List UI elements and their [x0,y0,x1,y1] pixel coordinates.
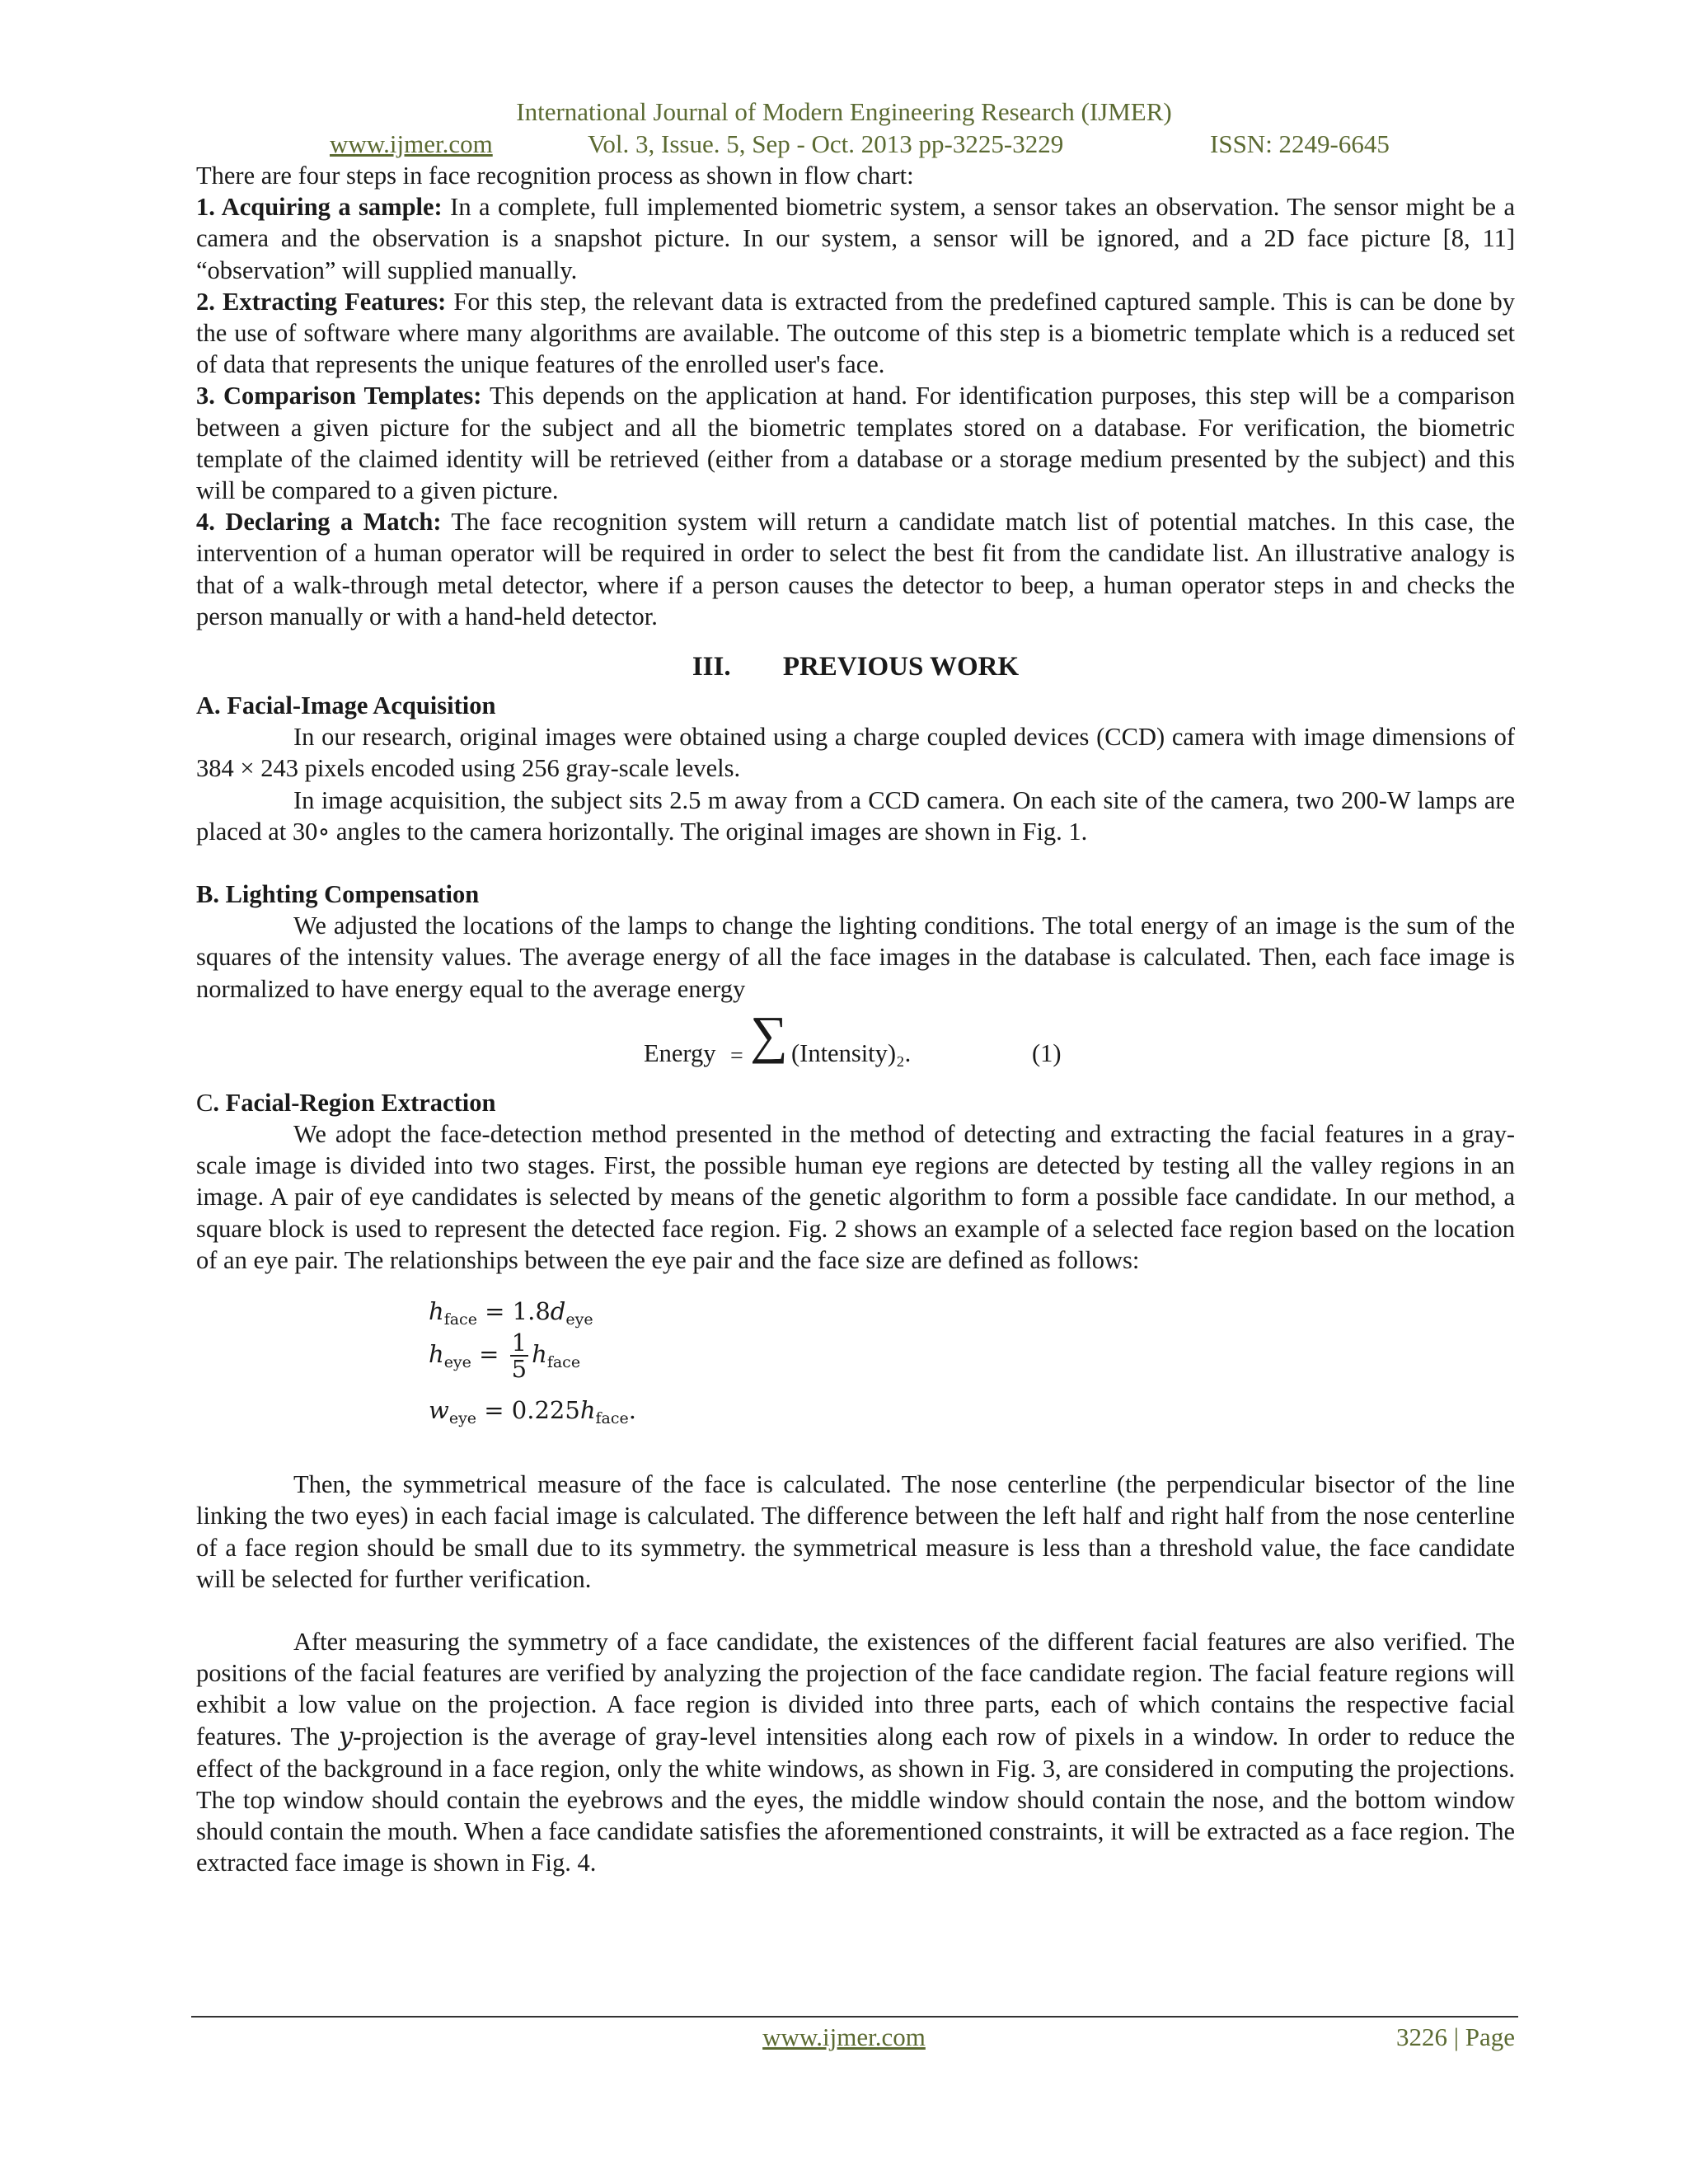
step-text: The face recognition system will return a candidate match list of potential matches. In this case, the intervention of a human operator will be required in order to select the best fit from the candidate list. An illustrative analogy is that of a walk-through metal detector, where if a person causes the detector to beep, a human operator steps in and checks the person manually or with a hand-held detector. [196,508,1515,630]
face-size-equations [196,1287,1515,1444]
step-2 [196,286,1515,381]
step-label: 4. Declaring a Match: [196,508,442,537]
footer-divider [191,2016,1518,2018]
step-text: This depends on the application at hand. For identification purposes, this step will be a comparison between a given picture for the subject and all the biometric templates stored on a database. For verification, the biometric template of the claimed identity will be retrieved (either from a database or a storage medium presented by the subject) and this will be compared to a given picture. [196,382,1515,505]
eq1-lhs: Energy [644,1038,716,1067]
footer-site-link[interactable]: www.ijmer.com [762,2022,926,2051]
section-heading [196,650,1515,683]
section-number: III. [692,652,731,682]
spacer [196,1595,1515,1626]
section-title: PREVIOUS WORK [782,652,1020,682]
journal-title: International Journal of Modern Engineering Research (IJMER) [516,97,1172,126]
y-variable: y [338,1722,354,1751]
fraction: $\frac{1}{5}$ [511,1329,528,1384]
step-3 [196,380,1515,506]
header-site-link[interactable]: www.ijmer.com [330,129,493,158]
step-label: 3. Comparison Templates: [196,382,482,410]
subsection-c-p2: Then, the symmetrical measure of the face is calculated. The nose centerline (the perpendicular bisector of the line linking the two eyes) in each facial image is calculated. The difference between the left half and right half from the nose centerline of a face region should be small due to its symmetry. the symmetrical measure is less than a threshold value, the face candidate will be selected for further verification. [196,1470,1515,1593]
step-text: For this step, the relevant data is extracted from the predefined captured sample. This is can be done by the use of software where many algorithms are available. The outcome of this step is a biometric template which is a reduced set of data that represents the unique features of the enrolled user's face. [196,287,1515,379]
eq-w-eye: $w_{eye} = 0.225h_{face}$. [429,1396,636,1428]
step-4 [196,506,1515,632]
header-issn: ISSN: 2249-6645 [1210,129,1390,158]
footer-page-number: 3226 | Page [1396,2022,1515,2051]
subsection-b-letter: B [196,880,213,909]
eq-h-eye: $h_{eye}$ = $\frac{1}{5}$ $h_{face}$ [429,1329,581,1384]
eq1-equals: = [730,1043,743,1069]
step-text: In a complete, full implemented biometric system, a sensor takes an observation. The sensor might be a camera and the observation is a snapshot picture. In our system, a sensor will be ignored, and a 2D face picture [8, 11] “observation” will supplied manually. [196,193,1515,284]
subsection-c-title [196,1087,1515,1118]
subsection-a-title: A. Facial-Image Acquisition [196,691,496,720]
subsection-c-p3: After measuring the symmetry of a face candidate, the existences of the different facial features are also verified. The positions of the facial features are verified by analyzing the projection of the face candidate region. The facial feature regions will exhibit a low value on the projection. A face region is divided into three parts, each of which contains the respective facial features. The y-projection is the average of gray-level intensities along each row of pixels in a window. In order to reduce the effect of the background in a face region, only the white windows, as shown in Fig. 3, are considered in computing the projections. The top window should contain the eyebrows and the eyes, the middle window should contain the nose, and the bottom window should contain the mouth. When a face candidate satisfies the aforementioned constraints, it will be extracted as a face region. The extracted face image is shown in Fig. 4. [196,1627,1515,1877]
subsection-c-p1: We adopt the face-detection method presented in the method of detecting and extracting the facial features in a gray-scale image is divided into two stages. First, the possible human eye regions are detected by testing all the valley regions in an image. A pair of eye candidates is selected by means of the genetic algorithm to form a possible face candidate. In our method, a square block is used to represent the detected face region. Fig. 2 shows an example of a selected face region based on the location of an eye pair. The relationships between the eye pair and the face size are defined as follows: [196,1120,1515,1274]
header-volume: Vol. 3, Issue. 5, Sep - Oct. 2013 pp-3225-3229 [588,129,1064,158]
spacer [196,847,1515,879]
sigma-symbol: ∑ [750,1005,788,1064]
page-body [196,160,1515,1879]
subsection-b-name: . Lighting Compensation [213,880,480,909]
subsection-c-name: . Facial-Region Extraction [213,1088,496,1117]
eq-h-face: $h_{face} = 1.8d_{eye}$ [429,1297,593,1329]
subsection-b-title [196,879,1515,910]
intro-text: There are four steps in face recognition process as shown in flow chart: [196,162,914,190]
subsection-a-p1: In our research, original images were obtained using a charge coupled devices (CCD) camera with image dimensions of 384 × 243 pixels encoded using 256 gray-scale levels. [196,723,1515,783]
eq1-argument: (Intensity)₂. [791,1038,912,1067]
subsection-a-p2: In image acquisition, the subject sits 2.5 m away from a CCD camera. On each site of the camera, two 200-W lamps are placed at 30∘ angles to the camera horizontally. The original images are shown in Fig. 1. [196,785,1515,846]
eq1-number: (1) [1032,1038,1062,1067]
subsection-c-letter: C [196,1088,213,1117]
step-1 [196,191,1515,286]
subsection-b-p1: We adjusted the locations of the lamps to change the lighting conditions. The total energy of an image is the sum of the squares of the intensity values. The average energy of all the face images in the database is calculated. Then, each face image is normalized to have energy equal to the average energy [196,912,1515,1003]
step-label: 1. Acquiring a sample: [196,193,443,222]
step-label: 2. Extracting Features: [196,287,447,316]
equation-1 [196,1005,1515,1087]
